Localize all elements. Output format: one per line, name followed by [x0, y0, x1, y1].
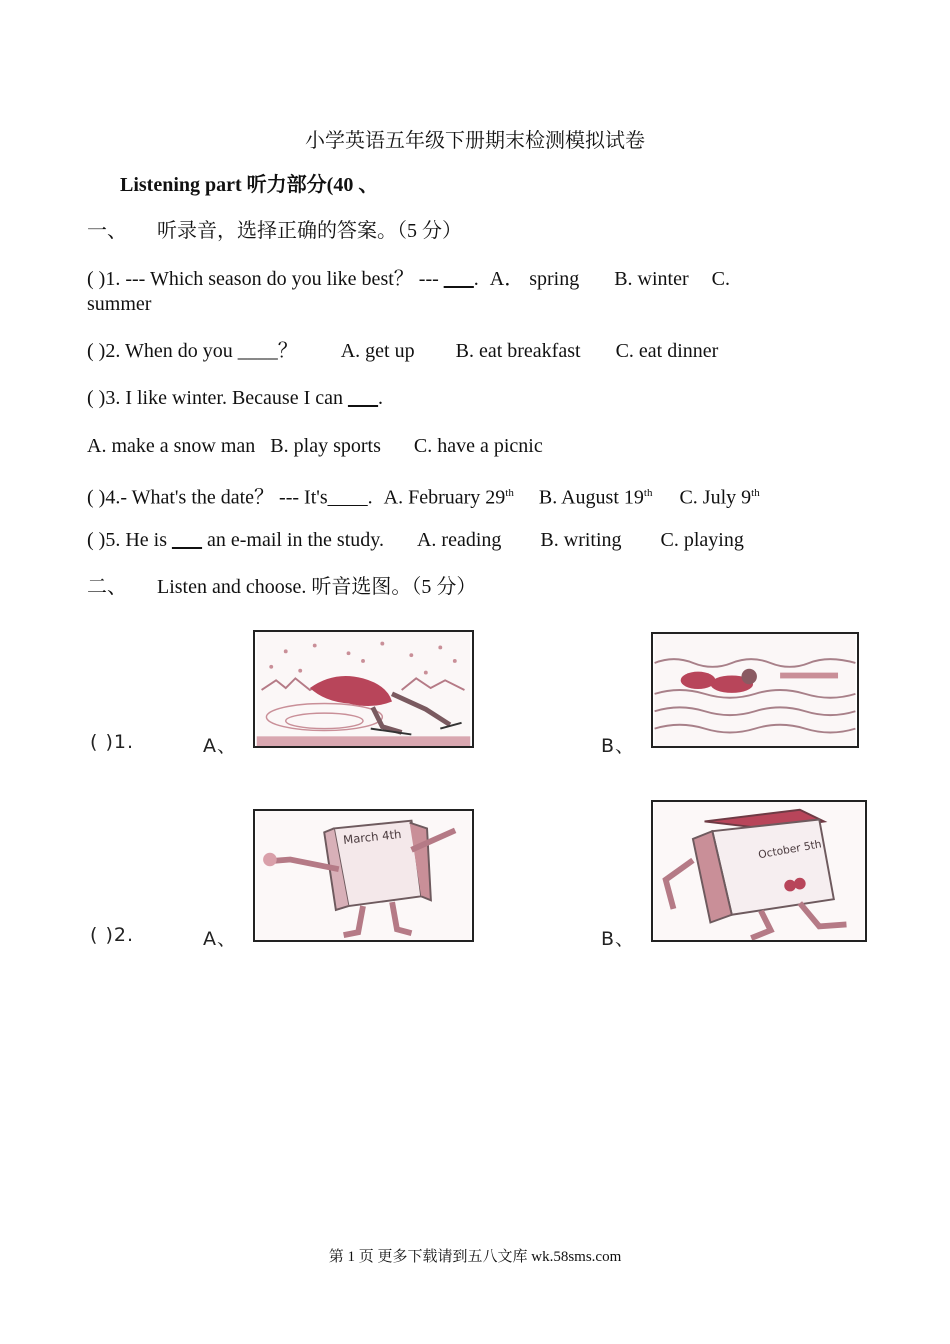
- q1-option-c: C.: [711, 268, 730, 290]
- section1-text: 听录音，选择正确的答案。（5 分）: [157, 220, 462, 242]
- calendar-march-illustration: [255, 811, 472, 940]
- q4-option-a: A. February 29: [383, 486, 506, 509]
- question-5: [87, 528, 744, 552]
- q4-option-b: B. August 19: [538, 486, 644, 509]
- q1-option-b: B. winter: [614, 268, 689, 290]
- q3-option-b: B. play sports: [270, 435, 381, 457]
- q3-option-a: A. make a snow man: [87, 435, 256, 457]
- q3-blank: ___: [348, 387, 379, 409]
- q1-option-c-wrap: summer: [87, 293, 152, 315]
- calendar-a-label: March 4th: [342, 826, 403, 847]
- question-3-options: [87, 434, 543, 458]
- row1-option-b-label: B、: [601, 735, 636, 757]
- section1-heading: [87, 219, 462, 243]
- section2-number: 二、: [87, 576, 127, 598]
- calendar-b-label: October 5th: [757, 837, 823, 862]
- q2-option-c: C. eat dinner: [615, 340, 719, 362]
- section2-text: Listen and choose. 听音选图。（5 分）: [157, 576, 477, 598]
- q4-option-c: C. July 9: [679, 486, 752, 509]
- calendar-march-picture: [253, 809, 474, 942]
- section2-heading: [87, 575, 476, 599]
- q4-text: ( )4.- What's the date？ --- It's____.: [87, 486, 373, 509]
- q3-option-c: C. have a picnic: [413, 435, 543, 457]
- calendar-october-picture: [651, 800, 867, 942]
- skating-picture: [253, 630, 474, 748]
- row2-question-label: ( )2.: [90, 924, 134, 946]
- q5-rest: an e-mail in the study.: [201, 529, 384, 551]
- q1-blank: ___: [443, 268, 474, 290]
- q3-end: .: [378, 387, 384, 409]
- q2-option-b: B. eat breakfast: [455, 340, 581, 362]
- q1-text: ( )1. --- Which season do you like best？ ---: [87, 268, 444, 290]
- q3-text: ( )3. I like winter. Because I can: [87, 387, 349, 409]
- calendar-october-illustration: [653, 802, 865, 940]
- q5-option-b: B. writing: [540, 529, 622, 551]
- q4-option-b-sup: th: [643, 487, 653, 499]
- question-3: [87, 386, 383, 410]
- page-footer: 第 1 页 更多下载请到五八文库 wk.58sms.com: [328, 1249, 622, 1265]
- page-title: 小学英语五年级下册期末检测模拟试卷: [305, 130, 645, 152]
- q1-end: .: [473, 268, 479, 290]
- question-2: [87, 339, 718, 363]
- row2-option-b-label: B、: [601, 928, 636, 950]
- q4-option-c-sup: th: [751, 487, 760, 499]
- listening-header: Listening part 听力部分(40 、: [120, 174, 379, 196]
- section1-number: 一、: [87, 220, 127, 242]
- q5-option-c: C. playing: [660, 529, 744, 551]
- q2-option-a: A. get up: [340, 340, 415, 362]
- row1-question-label: ( )1.: [90, 731, 134, 753]
- row1-option-a-label: A、: [203, 735, 237, 757]
- row2-option-a-label: A、: [203, 928, 237, 950]
- q5-blank: ___: [171, 529, 202, 551]
- skating-illustration: [255, 632, 472, 746]
- q2-text: ( )2. When do you ____？: [87, 340, 298, 362]
- q4-option-a-sup: th: [505, 487, 514, 499]
- q5-text: ( )5. He is: [87, 529, 172, 551]
- swimming-picture: [651, 632, 859, 748]
- swimming-illustration: [653, 634, 857, 746]
- q5-option-a: A. reading: [416, 529, 502, 551]
- question-1: [87, 267, 730, 291]
- question-4: [87, 481, 760, 510]
- q1-option-a: A． spring: [489, 268, 580, 290]
